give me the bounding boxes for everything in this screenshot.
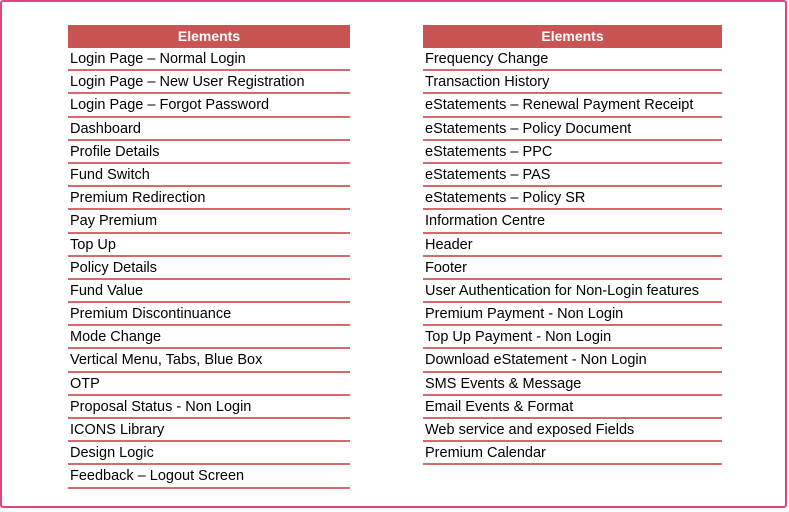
table-header: Elements [68, 25, 350, 48]
table-row: eStatements – Policy SR [423, 187, 722, 210]
table-row: Design Logic [68, 442, 350, 465]
table-row: Frequency Change [423, 48, 722, 71]
table-row: Login Page – Normal Login [68, 48, 350, 71]
table-row: Download eStatement - Non Login [423, 349, 722, 372]
table-row: eStatements – PAS [423, 164, 722, 187]
table-row: Login Page – New User Registration [68, 71, 350, 94]
table-row: Proposal Status - Non Login [68, 396, 350, 419]
table-row: Profile Details [68, 141, 350, 164]
table-row: Premium Discontinuance [68, 303, 350, 326]
elements-table-left [68, 25, 350, 489]
table-row: Fund Switch [68, 164, 350, 187]
table-row: Premium Redirection [68, 187, 350, 210]
table-row: eStatements – PPC [423, 141, 722, 164]
table-row: Web service and exposed Fields [423, 419, 722, 442]
table-row: ICONS Library [68, 419, 350, 442]
table-row: Login Page – Forgot Password [68, 94, 350, 117]
table-row: OTP [68, 373, 350, 396]
table-row: eStatements – Policy Document [423, 118, 722, 141]
table-row: Premium Payment - Non Login [423, 303, 722, 326]
table-row: eStatements – Renewal Payment Receipt [423, 94, 722, 117]
table-header: Elements [423, 25, 722, 48]
table-row: Pay Premium [68, 210, 350, 233]
table-row: Feedback – Logout Screen [68, 465, 350, 488]
table-row: SMS Events & Message [423, 373, 722, 396]
table-row: Header [423, 234, 722, 257]
table-row: Fund Value [68, 280, 350, 303]
table-row: Information Centre [423, 210, 722, 233]
table-row: Top Up [68, 234, 350, 257]
table-row: Policy Details [68, 257, 350, 280]
table-row: User Authentication for Non-Login features [423, 280, 722, 303]
table-row: Dashboard [68, 118, 350, 141]
elements-table-right [423, 25, 722, 465]
table-row: Transaction History [423, 71, 722, 94]
table-row: Email Events & Format [423, 396, 722, 419]
table-row: Top Up Payment - Non Login [423, 326, 722, 349]
table-row: Footer [423, 257, 722, 280]
table-row: Mode Change [68, 326, 350, 349]
table-row: Vertical Menu, Tabs, Blue Box [68, 349, 350, 372]
table-row: Premium Calendar [423, 442, 722, 465]
